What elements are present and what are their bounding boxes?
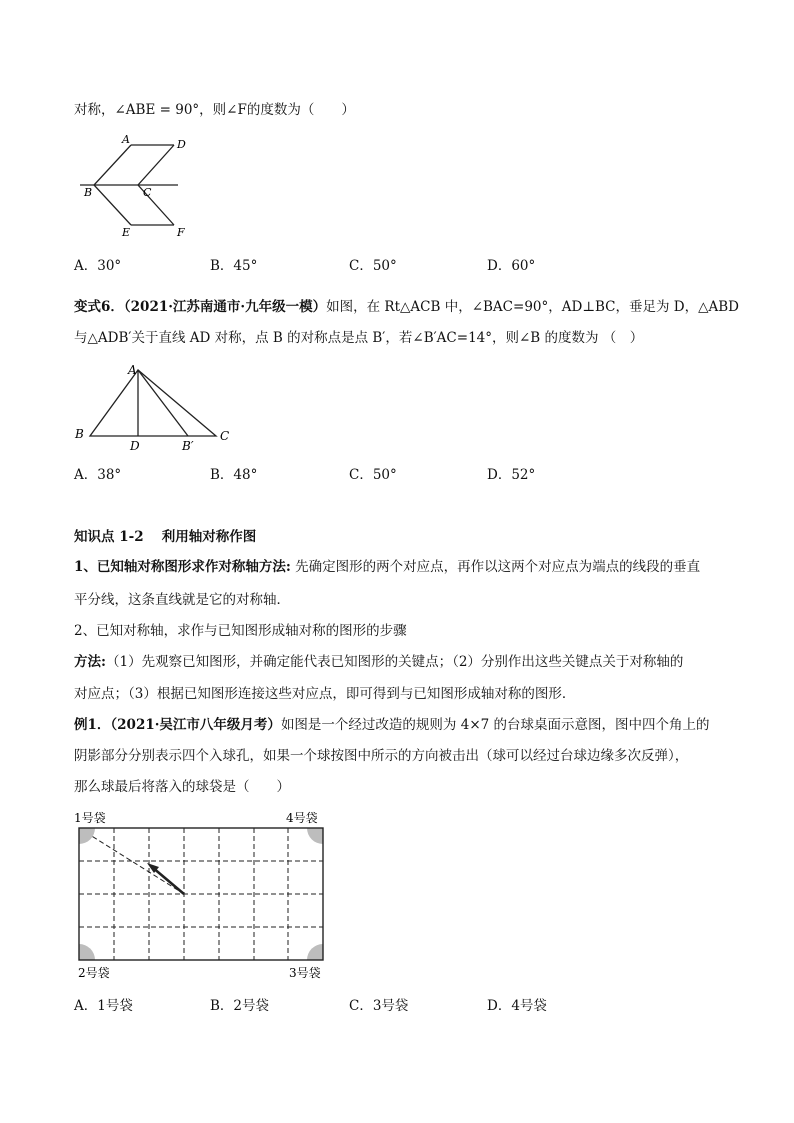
variant6-line2: 与△ADB′关于直线 AD 对称，点 B 的对称点是点 B′，若∠B′AC=14°，则∠B 的度数为 （ ） (74, 330, 644, 346)
pocket-2-shape (79, 944, 95, 960)
example1-line1 (74, 715, 710, 735)
example1-source: （2021·吴江市八年级月考） (110, 717, 281, 733)
fig2-label-c: C (220, 429, 230, 443)
pocket-3-shape (307, 944, 323, 960)
fig2-label-b-prime: B′ (182, 439, 194, 453)
example1-text: 如图是一个经过改造的规则为 4×7 的台球桌面示意图，图中四个角上的 (280, 717, 710, 733)
variant6-text: 如图，在 Rt△ACB 中，∠BAC=90°，AD⊥BC，垂足为 D，△ABD (326, 299, 740, 315)
symmetry-figure-1 (80, 128, 200, 240)
fig1-label-c: C (143, 186, 152, 199)
example1-line3: 那么球最后将落入的球袋是（ ） (74, 779, 290, 795)
fig2-label-d: D (130, 439, 140, 453)
fig1-label-e: E (122, 226, 131, 239)
pocket-2-label: 2号袋 (78, 966, 110, 980)
billiard-table-figure (74, 806, 336, 984)
example1-line2: 阴影部分分别表示四个入球孔，如果一个球按图中所示的方向被击出（球可以经过台球边缘多次反弹）， (74, 748, 689, 764)
fig1-label-f: F (177, 226, 185, 239)
fig2-label-a: A (128, 363, 137, 377)
variant6-source: （2021·江苏南通市·九年级一模） (123, 299, 327, 315)
option-c[interactable]: C．50° (349, 258, 397, 274)
option-a[interactable]: A．38° (74, 467, 122, 483)
option-b[interactable]: B．45° (210, 258, 258, 274)
fig2-label-b: B (75, 427, 84, 441)
option-d[interactable]: D．52° (487, 467, 536, 483)
option-d[interactable]: D．60° (487, 258, 536, 274)
pocket-1-shape (79, 828, 95, 844)
triangle-figure (72, 360, 242, 456)
section-title: 知识点 1-2 利用轴对称作图 (74, 529, 257, 545)
option-a[interactable]: A．1号袋 (74, 998, 133, 1014)
direction-arrow (152, 867, 184, 894)
section-p1-line2: 平分线，这条直线就是它的对称轴． (74, 592, 290, 608)
pocket-1-label: 1号袋 (74, 811, 106, 825)
pocket-4-shape (307, 828, 323, 844)
section-p2: 2、已知对称轴，求作与已知图形成轴对称的图形的步骤 (74, 623, 407, 639)
pocket-4-label: 4号袋 (286, 811, 318, 825)
p1-bold: 1、已知轴对称图形求作对称轴方法: (74, 559, 291, 575)
fig1-label-b: B (84, 186, 93, 199)
fig1-label-a: A (122, 133, 130, 146)
option-b[interactable]: B．2号袋 (210, 998, 270, 1014)
method-label: 方法: (74, 654, 106, 670)
method-line2: 对应点；（3）根据已知图形连接这些对应点，即可得到与已知图形成轴对称的图形． (74, 686, 576, 702)
option-c[interactable]: C．50° (349, 467, 397, 483)
example1-label: 例1． (74, 717, 111, 733)
method-text: （1）先观察已知图形，并确定能代表已知图形的关键点；（2）分别作出这些关键点关于对称轴的 (105, 654, 684, 670)
option-c[interactable]: C．3号袋 (349, 998, 409, 1014)
option-a[interactable]: A．30° (74, 258, 122, 274)
variant6-label: 变式6． (74, 299, 124, 315)
section-p1-line1 (74, 557, 700, 577)
pocket-3-label: 3号袋 (289, 966, 321, 980)
p1-rest: 先确定图形的两个对应点，再作以这两个对应点为端点的线段的垂直 (290, 559, 701, 575)
fig1-label-d: D (177, 138, 186, 151)
variant6-line1 (74, 297, 739, 317)
question-stem-top: 对称，∠ABE = 90°，则∠F的度数为（ ） (74, 102, 355, 118)
option-d[interactable]: D．4号袋 (487, 998, 547, 1014)
option-b[interactable]: B．48° (210, 467, 258, 483)
method-line1 (74, 652, 683, 672)
